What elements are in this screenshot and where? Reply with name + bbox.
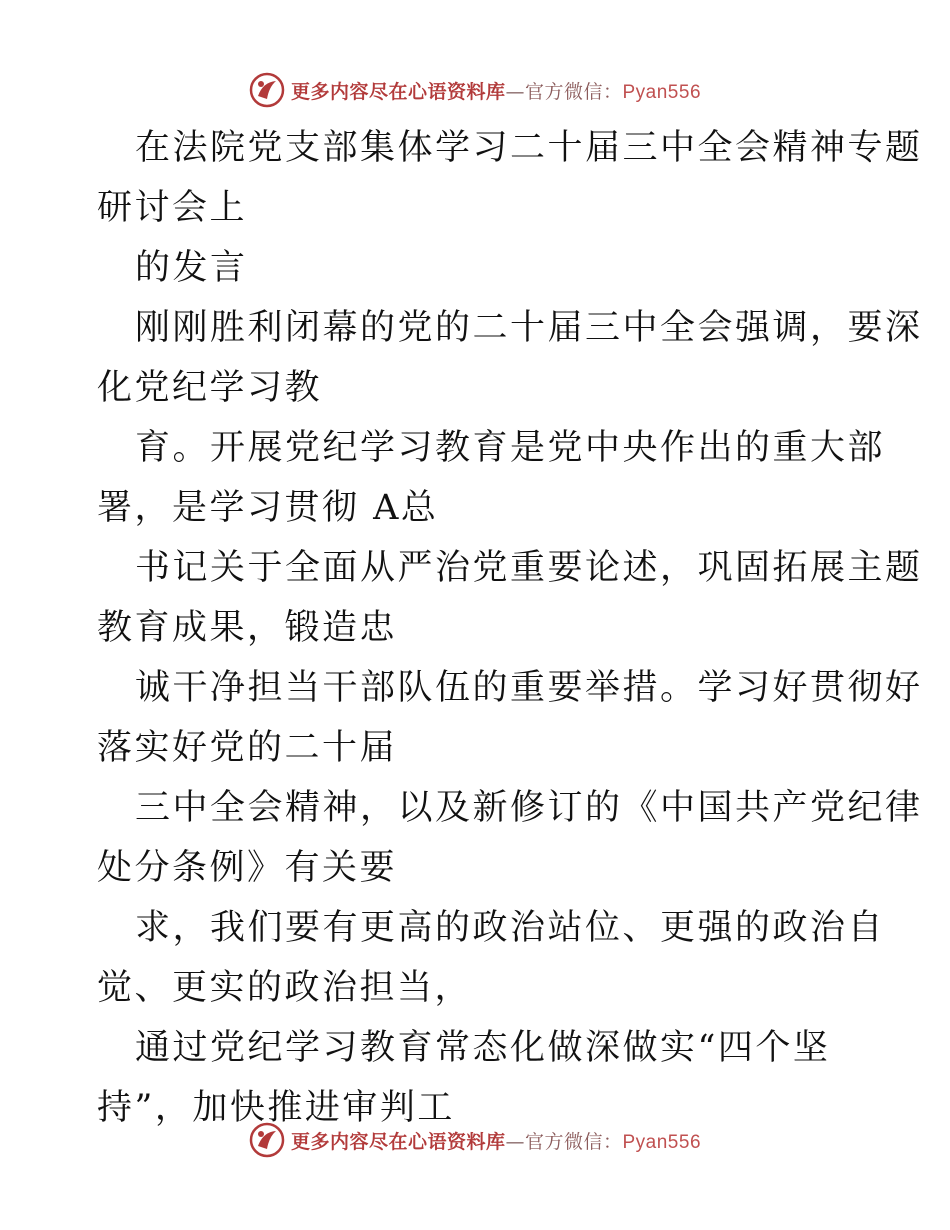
footer-watermark [0, 1118, 950, 1162]
text-line: 三中全会精神，以及新修订的《中国共产党纪律 [135, 788, 923, 828]
watermark-wechat-label: 官方微信： [524, 80, 623, 103]
text-line: 育。开展党纪学习教育是党中央作出的重大部 [135, 428, 886, 468]
watermark-text [291, 77, 701, 104]
watermark-text [291, 1127, 701, 1154]
text-line: 研讨会上 [97, 188, 248, 228]
text-line: 觉、更实的政治担当， [97, 968, 473, 1008]
text-line: 通过党纪学习教育常态化做深做实“四个坚 [135, 1028, 831, 1068]
brand-logo-icon [249, 1122, 285, 1158]
watermark-dash: — [505, 1130, 525, 1153]
text-line: 的发言 [135, 248, 248, 288]
watermark-wechat-handle: Pyan556 [622, 81, 702, 103]
text-line: 处分条例》有关要 [97, 848, 398, 888]
text-line: 署，是学习贯彻 A总 [97, 488, 439, 528]
text-line: 求，我们要有更高的政治站位、更强的政治自 [135, 908, 886, 948]
text-line: 持”，加快推进审判工 [97, 1088, 455, 1128]
document-body [97, 118, 923, 1138]
text-line: 诚干净担当干部队伍的重要举措。学习好贯彻好 [135, 668, 923, 708]
watermark-wechat-label: 官方微信： [524, 1130, 623, 1153]
text-line: 书记关于全面从严治党重要论述，巩固拓展主题 [135, 548, 923, 588]
text-line: 化党纪学习教 [97, 368, 323, 408]
text-line: 教育成果，锻造忠 [97, 608, 398, 648]
watermark-dash: — [505, 80, 525, 103]
watermark-site-name: 更多内容尽在心语资料库 [290, 80, 506, 103]
brand-logo-icon [249, 72, 285, 108]
header-watermark [0, 68, 950, 112]
text-line: 在法院党支部集体学习二十届三中全会精神专题 [135, 128, 923, 168]
text-line: 落实好党的二十届 [97, 728, 398, 768]
watermark-site-name: 更多内容尽在心语资料库 [290, 1130, 506, 1153]
watermark-wechat-handle: Pyan556 [622, 1131, 702, 1153]
text-line: 刚刚胜利闭幕的党的二十届三中全会强调，要深 [135, 308, 923, 348]
